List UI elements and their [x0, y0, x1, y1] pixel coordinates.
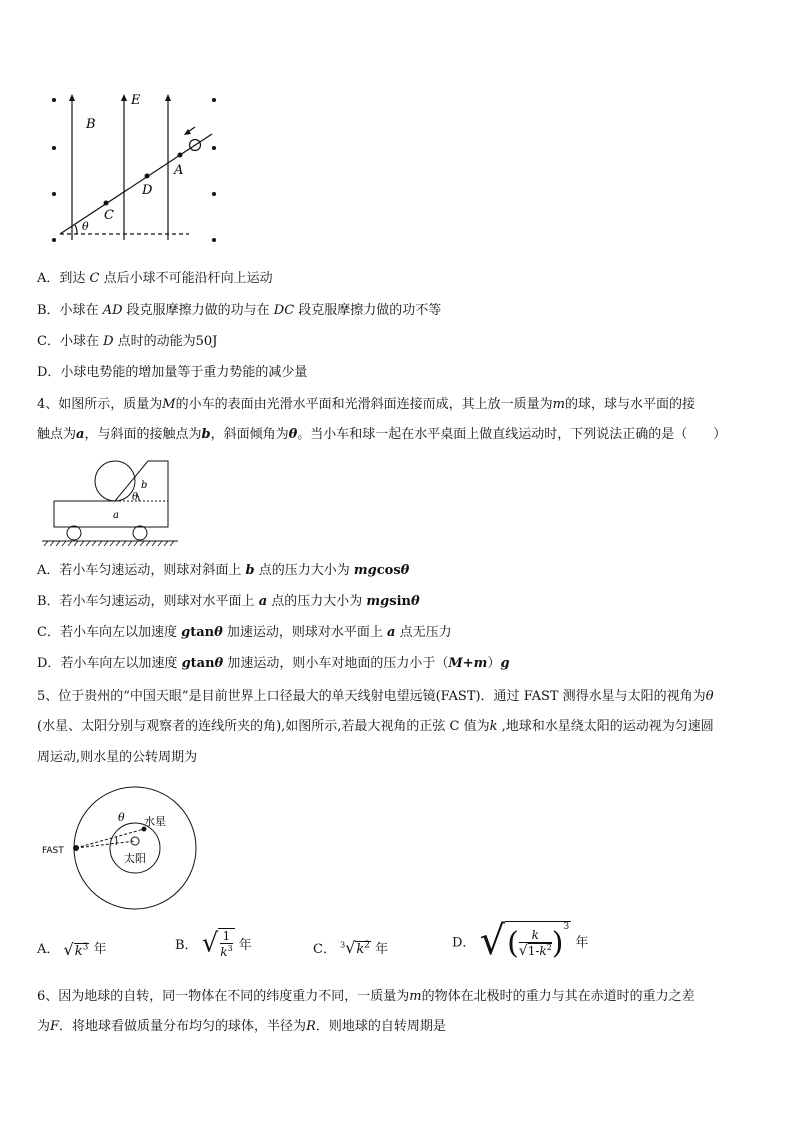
numerator: k: [519, 928, 552, 943]
numerator: 1: [220, 929, 232, 944]
q5-stem-line3: 周运动,则水星的公转周期为: [37, 750, 198, 765]
var: AD: [102, 303, 123, 318]
option-label: D．: [452, 935, 476, 951]
fn: sin: [389, 594, 411, 609]
angle-label-theta: θ: [132, 492, 139, 503]
text: 加速运动，则小车对地面的压力小于（: [223, 656, 449, 671]
q4-stem-line2: [37, 427, 726, 443]
unit: 年: [238, 938, 252, 953]
text: 点后小球不可能沿杆向上运动: [99, 271, 273, 286]
q4-stem-line1: [37, 397, 695, 413]
text: B．若小车匀速运动，则球对水平面上: [37, 594, 259, 609]
q5-option-a: [37, 938, 107, 959]
var: θ: [410, 594, 420, 609]
exponent: 3: [563, 922, 570, 932]
text: B．小球在: [37, 303, 103, 318]
contact-label-a: a: [113, 510, 119, 521]
text: 加速运动，则球对水平面上: [222, 625, 388, 640]
fn: tan: [190, 656, 215, 671]
var: a: [76, 427, 85, 442]
var: m: [473, 656, 488, 671]
formula-d: √( $\frac{k}{√1-k^2}$ )$^3$: [479, 918, 570, 964]
text: A．若小车匀速运动，则球对斜面上: [37, 563, 246, 578]
var: mg: [353, 563, 377, 578]
figure-orbit: [38, 785, 218, 915]
formula-sqrt-1-over-k3: √ $\frac{1}{k^3}$: [201, 928, 233, 959]
q3-option-d: D．小球电势能的增加量等于重力势能的减少量: [37, 365, 308, 380]
text: 5、位于贵州的“中国天眼”是目前世界上口径最大的单天线射电望远镜(FAST)．通过 FAST 测得水星与太阳的视角为: [37, 689, 706, 704]
var: k: [489, 719, 498, 734]
var: a: [258, 594, 268, 609]
var: mg: [366, 594, 390, 609]
text: 段克服摩擦力做的功与在: [122, 303, 274, 318]
var: θ: [214, 625, 223, 640]
text: ）: [487, 656, 501, 671]
op: +: [462, 656, 474, 671]
text: 的物体在北极时的重力与其在赤道时的重力之差: [421, 989, 695, 1004]
var: k: [539, 944, 547, 958]
text: ．将地球看做质量分布均匀的球体，半径为: [59, 1019, 307, 1034]
option-label: B．: [175, 938, 198, 953]
var: g: [500, 656, 510, 671]
q6-stem-line2: [37, 1019, 446, 1035]
q3-option-a: [37, 271, 273, 287]
text: ．则地球的自转周期是: [315, 1019, 446, 1034]
text: C．小球在: [37, 334, 104, 349]
text: 1-: [527, 944, 540, 958]
var: C: [89, 271, 100, 286]
contact-label-b: b: [141, 480, 148, 491]
var: θ: [288, 427, 298, 442]
q4-option-c: [37, 625, 452, 641]
text: 段克服摩擦力做的功不等: [294, 303, 442, 318]
unit: 年: [93, 942, 107, 957]
q6-stem-line1: [37, 989, 695, 1005]
text: D．若小车向左以加速度: [37, 656, 182, 671]
text: 6、因为地球的自转，同一物体在不同的纬度重力不同，一质量为: [37, 989, 410, 1004]
text: ，与斜面的接触点为: [84, 427, 202, 442]
option-label: A．: [37, 942, 60, 957]
text: 4、如图所示，质量为: [37, 397, 163, 412]
unit: 年: [375, 942, 389, 957]
label-mercury: 水星: [144, 815, 166, 828]
var: D: [103, 334, 114, 349]
text: ，斜面倾角为: [210, 427, 289, 442]
text: 的球，球与水平面的接: [564, 397, 695, 412]
var: g: [181, 656, 191, 671]
var: b: [201, 427, 211, 442]
var: k: [220, 945, 228, 959]
var: k: [356, 942, 365, 957]
text: C．若小车向左以加速度: [37, 625, 182, 640]
text: 为: [37, 1019, 51, 1034]
exponent: 3: [227, 944, 233, 953]
fn: cos: [376, 563, 401, 578]
angle-label-theta: θ: [118, 811, 125, 824]
point-label-c: C: [104, 208, 114, 223]
q5-option-c: C． $^3√k^2$ 年: [313, 938, 389, 957]
unit: 年: [575, 935, 589, 951]
point-label-a: A: [174, 163, 184, 178]
var: θ: [214, 656, 224, 671]
q3-option-c: [37, 334, 217, 350]
exponent: 2: [364, 940, 371, 951]
field-label-b: B: [86, 117, 96, 132]
q3-option-b: [37, 303, 441, 319]
root-index: 3: [340, 940, 346, 950]
field-label-e: E: [131, 93, 141, 108]
var: m: [409, 989, 422, 1004]
var: m: [552, 397, 565, 412]
var: b: [245, 563, 255, 578]
text: 点时的动能为50J: [113, 334, 218, 349]
formula-sqrt-k3: $√k^3$: [63, 940, 89, 959]
var: F: [50, 1019, 60, 1034]
text: 点的压力大小为: [267, 594, 367, 609]
var: θ: [705, 689, 714, 704]
var: k: [74, 944, 83, 959]
q4-option-a: [37, 563, 409, 579]
var: DC: [273, 303, 295, 318]
exponent: 3: [82, 942, 89, 953]
text: ,地球和水星绕太阳的运动视为匀速圆: [497, 719, 714, 734]
label-fast: FAST: [42, 846, 64, 856]
option-label: C．: [313, 942, 336, 957]
var: a: [387, 625, 396, 640]
var: R: [306, 1019, 316, 1034]
label-sun: 太阳: [124, 852, 146, 865]
q5-stem-line2: [37, 719, 714, 735]
text: 。当小车和球一起在水平桌面上做直线运动时，下列说法正确的是（ ）: [297, 427, 727, 442]
q5-option-b: [175, 928, 252, 959]
text: A．到达: [37, 271, 90, 286]
text: 触点为: [37, 427, 77, 442]
q4-option-d: [37, 656, 510, 672]
figure-cart-ball: [40, 455, 180, 550]
text: 点的压力大小为: [254, 563, 354, 578]
q5-stem-line1: [37, 689, 714, 705]
text: 的小车的表面由光滑水平面和光滑斜面连接而成，其上放一质量为: [175, 397, 553, 412]
var: g: [181, 625, 191, 640]
text: 点无压力: [395, 625, 452, 640]
var: M: [448, 656, 463, 671]
var: M: [162, 397, 176, 412]
fn: tan: [190, 625, 215, 640]
q5-option-d: [452, 918, 588, 964]
figure-rod-field: [44, 88, 224, 248]
var: θ: [400, 563, 410, 578]
point-label-d: D: [142, 183, 153, 198]
text: (水星、太阳分别与观察者的连线所夹的角),如图所示,若最大视角的正弦 C 值为: [37, 719, 490, 734]
q4-option-b: [37, 594, 420, 610]
exponent: 2: [546, 943, 552, 952]
angle-label-theta: θ: [82, 220, 89, 233]
